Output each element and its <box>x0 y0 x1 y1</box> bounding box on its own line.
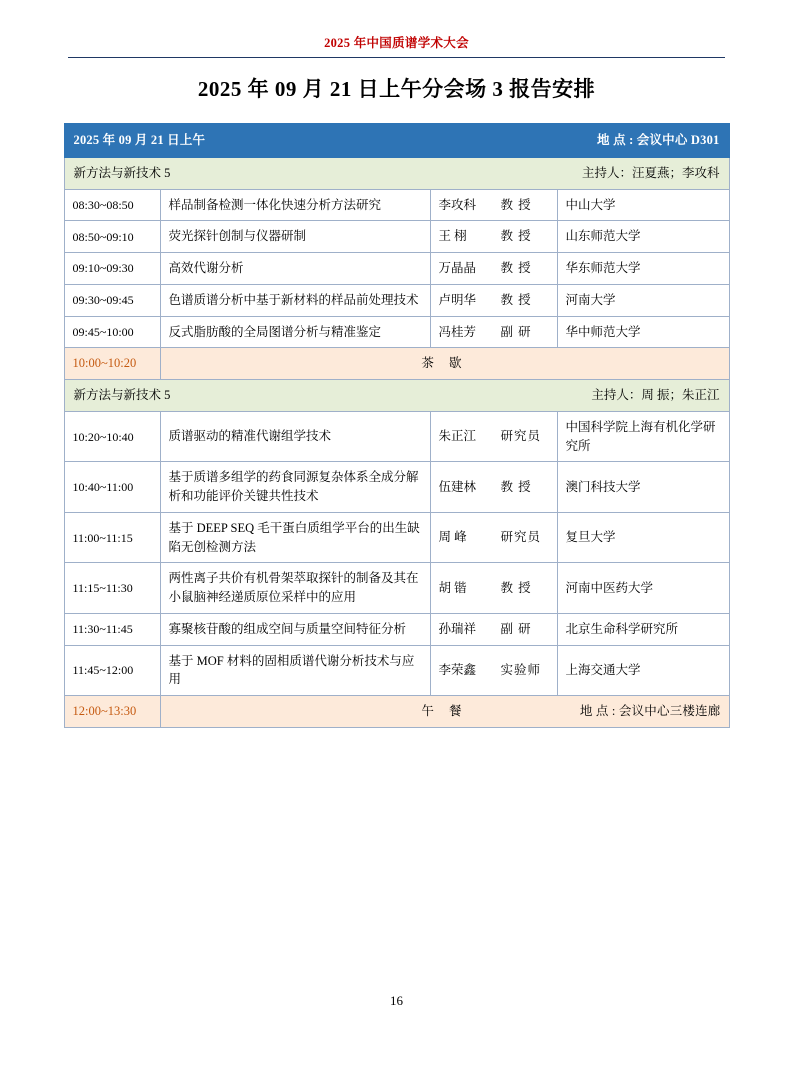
talk-affiliation: 山东师范大学 <box>557 221 729 253</box>
talk-title: 质谱驱动的精准代谢组学技术 <box>160 411 430 462</box>
talk-time: 08:50~09:10 <box>64 221 160 253</box>
table-row <box>64 411 729 462</box>
talk-title: 荧光探针创制与仪器研制 <box>160 221 430 253</box>
talk-time: 10:20~10:40 <box>64 411 160 462</box>
talk-time: 09:30~09:45 <box>64 284 160 316</box>
speaker-role: 实验师 <box>500 662 542 677</box>
talk-time: 11:45~12:00 <box>64 645 160 696</box>
talk-time: 08:30~08:50 <box>64 189 160 221</box>
talk-affiliation: 北京生命科学研究所 <box>557 613 729 645</box>
talk-speaker <box>430 221 557 253</box>
talk-affiliation: 中山大学 <box>557 189 729 221</box>
talk-time: 09:10~09:30 <box>64 253 160 285</box>
speaker-role: 研究员 <box>500 530 542 545</box>
speaker-role: 教 授 <box>500 292 532 307</box>
table-row <box>64 284 729 316</box>
break-row-tea <box>64 348 729 380</box>
speaker-name: 万晶晶 <box>438 261 477 275</box>
table-row <box>64 221 729 253</box>
speaker-name: 朱正江 <box>438 429 477 444</box>
session-chair: 主持人：汪夏燕；李攻科 <box>581 165 720 180</box>
header-divider <box>68 57 725 58</box>
session-header-row-2 <box>64 380 729 412</box>
schedule-table <box>64 123 730 728</box>
speaker-role: 副 研 <box>500 621 532 636</box>
talk-title: 基于 DEEP SEQ 毛干蛋白质组学平台的出生缺陷无创检测方法 <box>160 512 430 563</box>
talk-affiliation: 华东师范大学 <box>557 253 729 285</box>
speaker-name: 冯桂芳 <box>438 324 477 339</box>
speaker-role: 教 授 <box>500 229 532 244</box>
table-row <box>64 645 729 696</box>
talk-title: 基于 MOF 材料的固相质谱代谢分析技术与应用 <box>160 645 430 696</box>
talk-time: 11:00~11:15 <box>64 512 160 563</box>
talk-affiliation: 河南中医药大学 <box>557 563 729 614</box>
talk-time: 11:30~11:45 <box>64 613 160 645</box>
talk-title: 色谱质谱分析中基于新材料的样品前处理技术 <box>160 284 430 316</box>
talk-speaker <box>430 411 557 462</box>
talk-title: 寡聚核苷酸的组成空间与质量空间特征分析 <box>160 613 430 645</box>
speaker-name: 王 栩 <box>438 229 467 244</box>
break-label: 午 餐 <box>421 704 468 718</box>
talk-speaker <box>430 563 557 614</box>
break-label: 茶 歇 <box>421 356 468 371</box>
session-name: 新方法与新技术 5 <box>73 388 171 402</box>
talk-speaker <box>430 512 557 563</box>
talk-title: 样品制备检测一体化快速分析方法研究 <box>160 189 430 221</box>
talk-speaker <box>430 253 557 285</box>
table-row <box>64 512 729 563</box>
table-header-band <box>64 124 729 158</box>
talk-time: 09:45~10:00 <box>64 316 160 348</box>
talk-affiliation: 中国科学院上海有机化学研究所 <box>557 411 729 462</box>
talk-title: 反式脂肪酸的全局图谱分析与精准鉴定 <box>160 316 430 348</box>
talk-speaker <box>430 613 557 645</box>
talk-speaker <box>430 284 557 316</box>
break-time: 10:00~10:20 <box>64 348 160 380</box>
speaker-role: 研究员 <box>500 429 542 444</box>
speaker-name: 孙瑞祥 <box>438 621 477 636</box>
talk-speaker <box>430 316 557 348</box>
speaker-name: 李攻科 <box>438 197 477 212</box>
page-header <box>0 0 793 58</box>
talk-title: 高效代谢分析 <box>160 253 430 285</box>
break-time: 12:00~13:30 <box>64 696 160 728</box>
table-row <box>64 613 729 645</box>
speaker-role: 教 授 <box>500 261 532 275</box>
talk-affiliation: 澳门科技大学 <box>557 462 729 513</box>
speaker-name: 胡 锴 <box>438 580 467 595</box>
conference-title: 2025 年中国质谱学术大会 <box>324 36 469 50</box>
talk-affiliation: 河南大学 <box>557 284 729 316</box>
page-title: 2025 年 09 月 21 日上午分会场 3 报告安排 <box>197 77 596 101</box>
talk-speaker <box>430 189 557 221</box>
speaker-name: 周 峰 <box>438 530 467 545</box>
talk-title: 基于质谱多组学的药食同源复杂体系全成分解析和功能评价关键共性技术 <box>160 462 430 513</box>
talk-title: 两性离子共价有机骨架萃取探针的制备及其在小鼠脑神经递质原位采样中的应用 <box>160 563 430 614</box>
session-chair: 主持人：周 振；朱正江 <box>591 388 720 402</box>
break-location: 地 点 : 会议中心三楼连廊 <box>579 704 721 718</box>
session-header-row <box>64 157 729 189</box>
talk-time: 10:40~11:00 <box>64 462 160 513</box>
band-location: 地 点 : 会议中心 D301 <box>597 133 720 147</box>
table-row <box>64 462 729 513</box>
session-name: 新方法与新技术 5 <box>73 165 171 180</box>
talk-affiliation: 华中师范大学 <box>557 316 729 348</box>
table-row <box>64 563 729 614</box>
talk-affiliation: 复旦大学 <box>557 512 729 563</box>
talk-speaker <box>430 462 557 513</box>
speaker-name: 李荣鑫 <box>438 662 477 677</box>
speaker-role: 教 授 <box>500 580 532 595</box>
speaker-name: 伍建林 <box>438 479 477 494</box>
talk-affiliation: 上海交通大学 <box>557 645 729 696</box>
speaker-role: 教 授 <box>500 479 532 494</box>
talk-speaker <box>430 645 557 696</box>
speaker-role: 副 研 <box>500 324 532 339</box>
break-row-lunch <box>64 696 729 728</box>
speaker-name: 卢明华 <box>438 292 477 307</box>
table-row <box>64 253 729 285</box>
table-row <box>64 316 729 348</box>
band-date: 2025 年 09 月 21 日上午 <box>73 133 206 147</box>
speaker-role: 教 授 <box>500 197 532 212</box>
talk-time: 11:15~11:30 <box>64 563 160 614</box>
page-number: 16 <box>390 993 403 1008</box>
table-row <box>64 189 729 221</box>
